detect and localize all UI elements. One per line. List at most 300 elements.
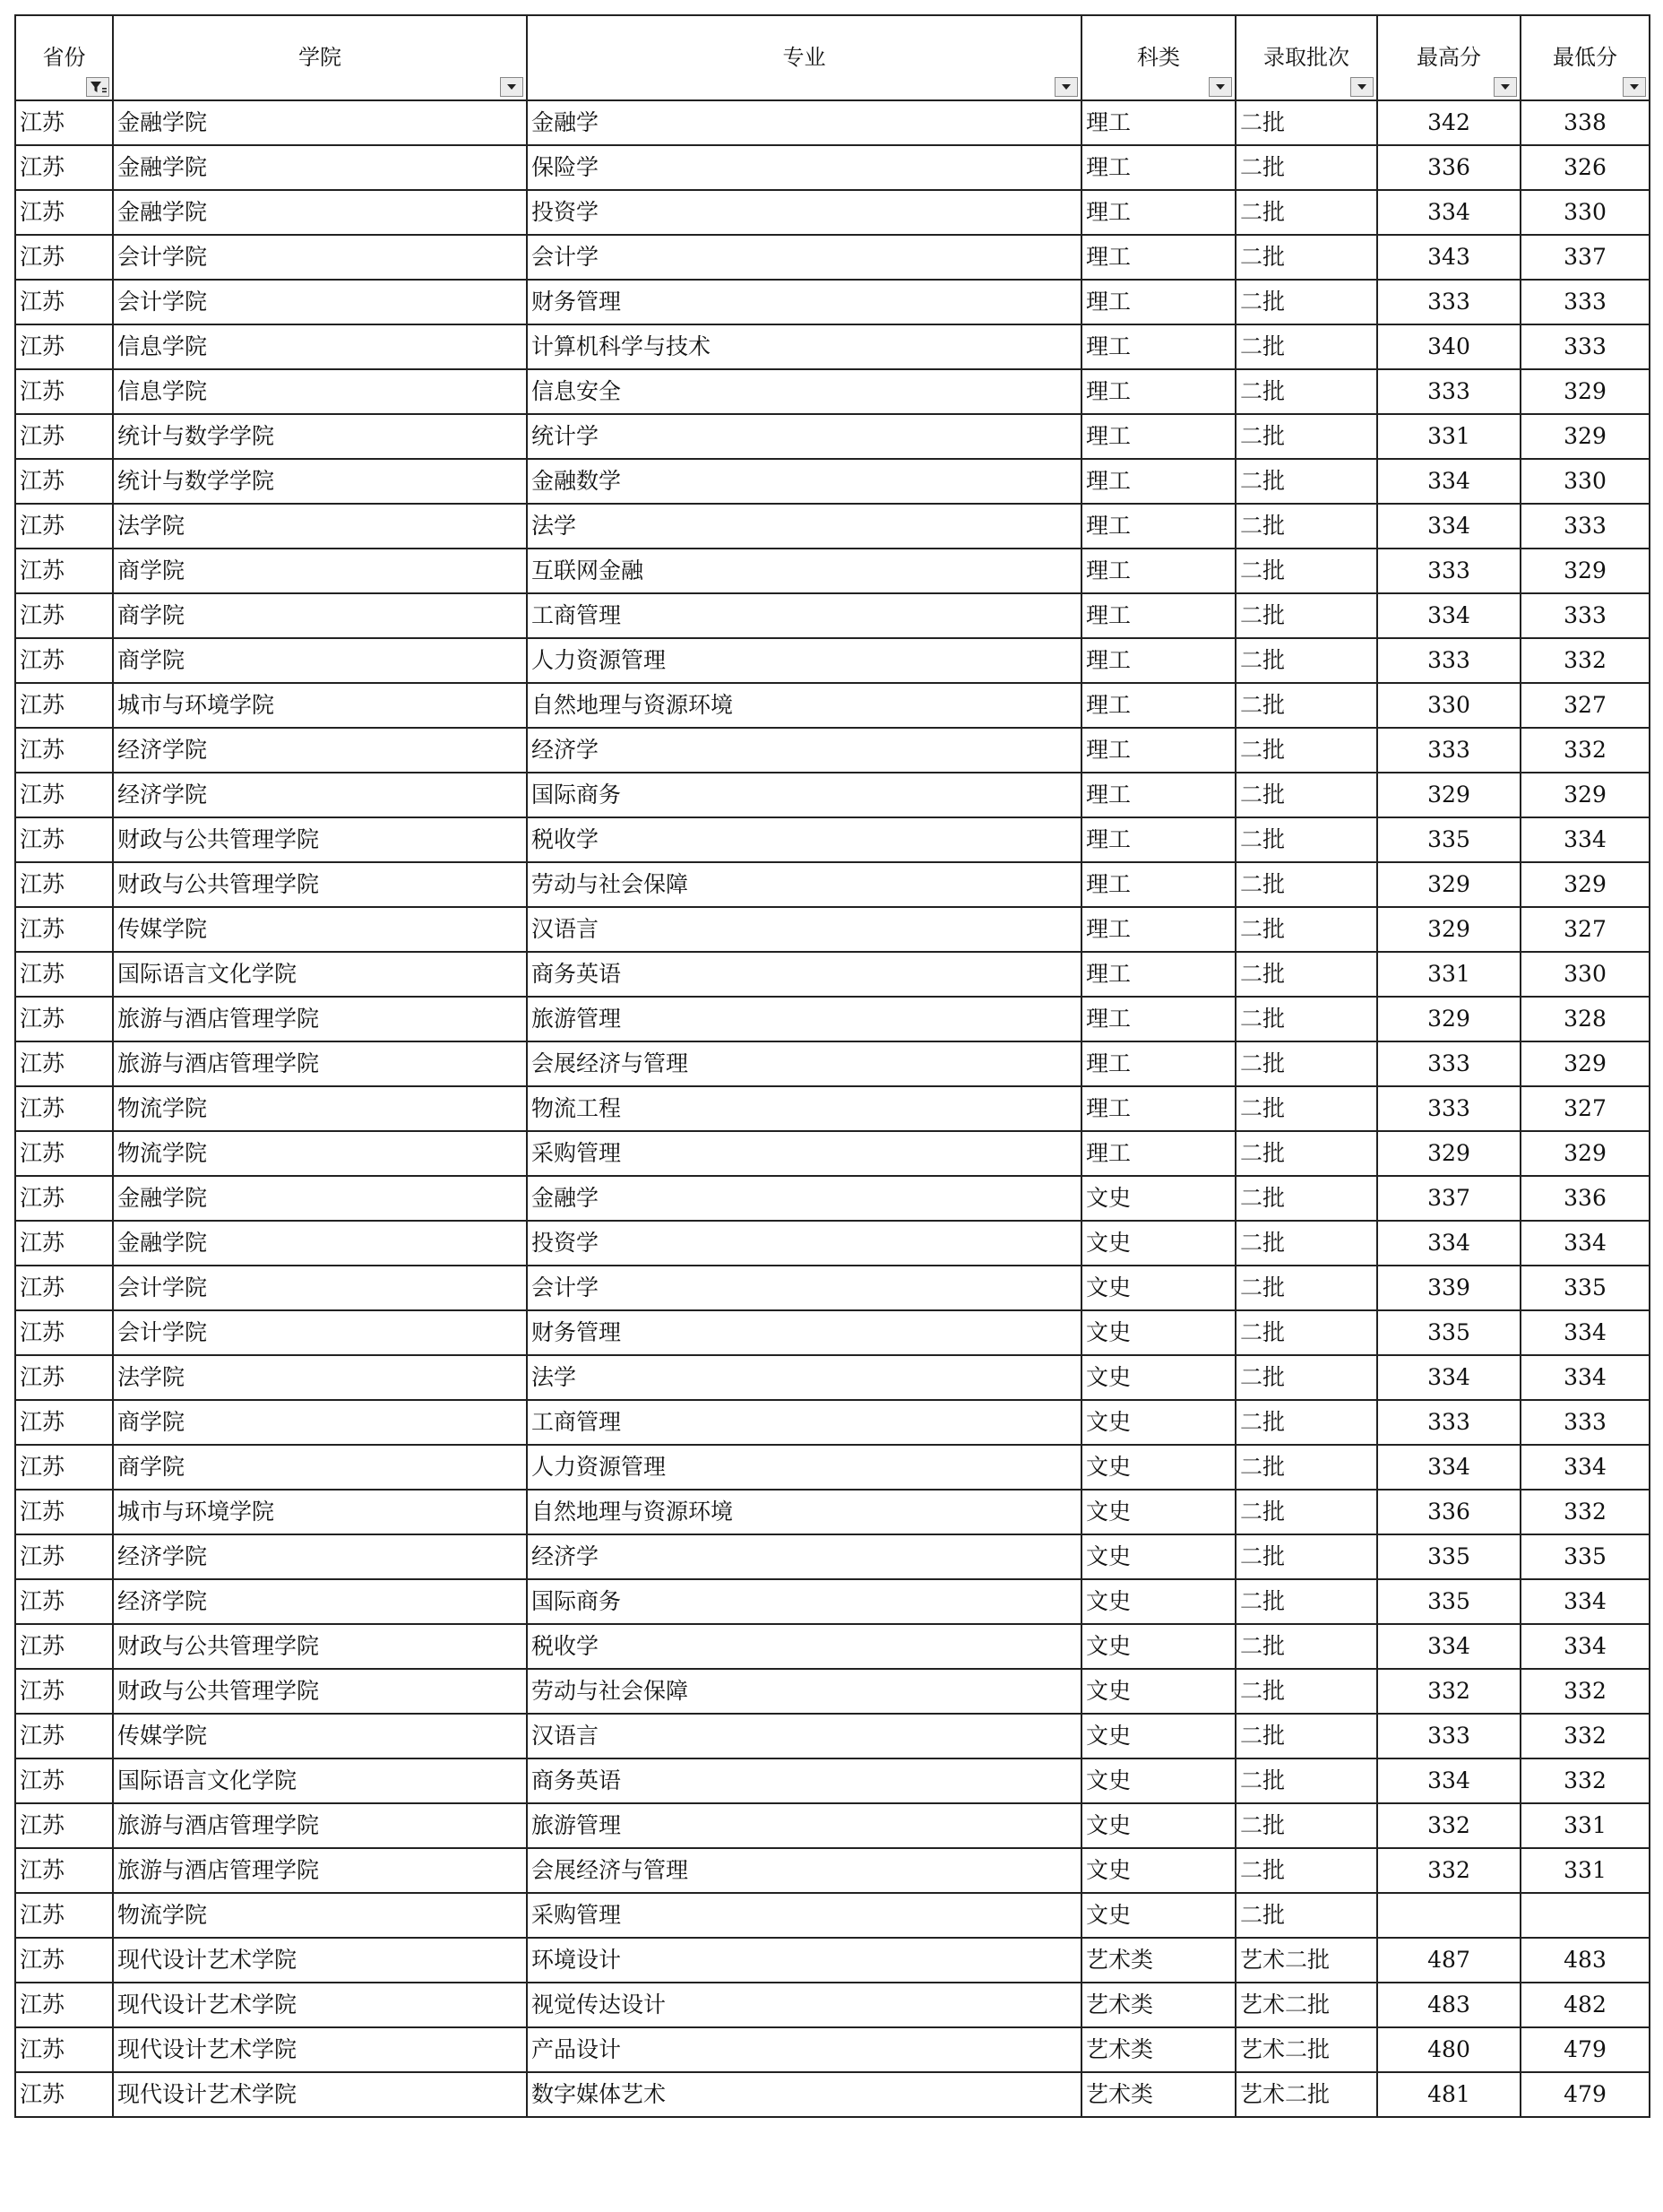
cell-province[interactable]: 江苏 bbox=[15, 638, 113, 683]
cell-batch[interactable]: 二批 bbox=[1236, 1041, 1377, 1086]
cell-major[interactable]: 法学 bbox=[527, 504, 1081, 549]
cell-batch[interactable]: 二批 bbox=[1236, 100, 1377, 145]
cell-min-score[interactable]: 329 bbox=[1521, 414, 1650, 459]
cell-category[interactable]: 文史 bbox=[1081, 1355, 1236, 1400]
cell-major[interactable]: 数字媒体艺术 bbox=[527, 2072, 1081, 2117]
cell-max-score[interactable]: 333 bbox=[1377, 728, 1521, 773]
cell-province[interactable]: 江苏 bbox=[15, 1983, 113, 2027]
cell-min-score[interactable]: 330 bbox=[1521, 459, 1650, 504]
cell-college[interactable]: 信息学院 bbox=[113, 369, 527, 414]
cell-max-score[interactable]: 333 bbox=[1377, 280, 1521, 324]
cell-min-score[interactable]: 327 bbox=[1521, 907, 1650, 952]
cell-college[interactable]: 国际语言文化学院 bbox=[113, 952, 527, 997]
cell-category[interactable]: 艺术类 bbox=[1081, 1983, 1236, 2027]
cell-max-score[interactable]: 329 bbox=[1377, 862, 1521, 907]
cell-major[interactable]: 金融数学 bbox=[527, 459, 1081, 504]
cell-college[interactable]: 物流学院 bbox=[113, 1893, 527, 1938]
cell-max-score[interactable]: 337 bbox=[1377, 1176, 1521, 1221]
cell-max-score[interactable]: 334 bbox=[1377, 1221, 1521, 1266]
dropdown-arrow-icon[interactable] bbox=[1623, 77, 1646, 97]
cell-major[interactable]: 自然地理与资源环境 bbox=[527, 1490, 1081, 1534]
cell-major[interactable]: 旅游管理 bbox=[527, 997, 1081, 1041]
cell-major[interactable]: 计算机科学与技术 bbox=[527, 324, 1081, 369]
cell-batch[interactable]: 二批 bbox=[1236, 1490, 1377, 1534]
cell-batch[interactable]: 二批 bbox=[1236, 952, 1377, 997]
cell-max-score[interactable]: 330 bbox=[1377, 683, 1521, 728]
cell-major[interactable]: 经济学 bbox=[527, 728, 1081, 773]
cell-batch[interactable]: 二批 bbox=[1236, 1400, 1377, 1445]
cell-max-score[interactable]: 329 bbox=[1377, 997, 1521, 1041]
cell-province[interactable]: 江苏 bbox=[15, 145, 113, 190]
cell-max-score[interactable]: 332 bbox=[1377, 1669, 1521, 1714]
cell-college[interactable]: 现代设计艺术学院 bbox=[113, 1938, 527, 1983]
cell-batch[interactable]: 二批 bbox=[1236, 414, 1377, 459]
cell-college[interactable]: 经济学院 bbox=[113, 728, 527, 773]
cell-major[interactable]: 物流工程 bbox=[527, 1086, 1081, 1131]
cell-min-score[interactable]: 327 bbox=[1521, 1086, 1650, 1131]
cell-max-score[interactable]: 481 bbox=[1377, 2072, 1521, 2117]
cell-batch[interactable]: 二批 bbox=[1236, 1310, 1377, 1355]
cell-max-score[interactable]: 331 bbox=[1377, 952, 1521, 997]
cell-max-score[interactable]: 334 bbox=[1377, 593, 1521, 638]
cell-max-score[interactable]: 333 bbox=[1377, 1041, 1521, 1086]
cell-major[interactable]: 工商管理 bbox=[527, 1400, 1081, 1445]
cell-batch[interactable]: 二批 bbox=[1236, 862, 1377, 907]
cell-college[interactable]: 金融学院 bbox=[113, 145, 527, 190]
cell-batch[interactable]: 二批 bbox=[1236, 773, 1377, 817]
cell-college[interactable]: 物流学院 bbox=[113, 1131, 527, 1176]
cell-college[interactable]: 商学院 bbox=[113, 638, 527, 683]
cell-min-score[interactable]: 333 bbox=[1521, 324, 1650, 369]
cell-province[interactable]: 江苏 bbox=[15, 190, 113, 235]
cell-min-score[interactable]: 333 bbox=[1521, 280, 1650, 324]
cell-min-score[interactable]: 332 bbox=[1521, 1758, 1650, 1803]
cell-batch[interactable]: 二批 bbox=[1236, 1355, 1377, 1400]
cell-batch[interactable]: 二批 bbox=[1236, 1445, 1377, 1490]
cell-province[interactable]: 江苏 bbox=[15, 1086, 113, 1131]
cell-max-score[interactable]: 483 bbox=[1377, 1983, 1521, 2027]
cell-major[interactable]: 投资学 bbox=[527, 1221, 1081, 1266]
cell-min-score[interactable]: 333 bbox=[1521, 593, 1650, 638]
cell-category[interactable]: 理工 bbox=[1081, 549, 1236, 593]
cell-min-score[interactable]: 332 bbox=[1521, 638, 1650, 683]
cell-category[interactable]: 理工 bbox=[1081, 817, 1236, 862]
cell-province[interactable]: 江苏 bbox=[15, 1221, 113, 1266]
cell-college[interactable]: 商学院 bbox=[113, 593, 527, 638]
cell-min-score[interactable]: 333 bbox=[1521, 504, 1650, 549]
cell-batch[interactable]: 二批 bbox=[1236, 1803, 1377, 1848]
cell-min-score[interactable]: 329 bbox=[1521, 1131, 1650, 1176]
cell-batch[interactable]: 二批 bbox=[1236, 1534, 1377, 1579]
cell-category[interactable]: 理工 bbox=[1081, 504, 1236, 549]
cell-province[interactable]: 江苏 bbox=[15, 2027, 113, 2072]
cell-category[interactable]: 理工 bbox=[1081, 862, 1236, 907]
cell-batch[interactable]: 二批 bbox=[1236, 907, 1377, 952]
cell-min-score[interactable]: 338 bbox=[1521, 100, 1650, 145]
cell-province[interactable]: 江苏 bbox=[15, 1041, 113, 1086]
cell-province[interactable]: 江苏 bbox=[15, 280, 113, 324]
cell-category[interactable]: 文史 bbox=[1081, 1534, 1236, 1579]
cell-category[interactable]: 文史 bbox=[1081, 1848, 1236, 1893]
cell-batch[interactable]: 二批 bbox=[1236, 728, 1377, 773]
cell-min-score[interactable]: 331 bbox=[1521, 1803, 1650, 1848]
cell-province[interactable]: 江苏 bbox=[15, 817, 113, 862]
cell-college[interactable]: 传媒学院 bbox=[113, 1714, 527, 1758]
cell-min-score[interactable]: 335 bbox=[1521, 1266, 1650, 1310]
cell-min-score[interactable]: 330 bbox=[1521, 190, 1650, 235]
cell-batch[interactable]: 二批 bbox=[1236, 504, 1377, 549]
cell-major[interactable]: 采购管理 bbox=[527, 1893, 1081, 1938]
cell-batch[interactable]: 二批 bbox=[1236, 459, 1377, 504]
cell-category[interactable]: 理工 bbox=[1081, 593, 1236, 638]
cell-province[interactable]: 江苏 bbox=[15, 1490, 113, 1534]
cell-batch[interactable]: 二批 bbox=[1236, 1893, 1377, 1938]
cell-category[interactable]: 理工 bbox=[1081, 683, 1236, 728]
cell-category[interactable]: 理工 bbox=[1081, 324, 1236, 369]
cell-min-score[interactable]: 327 bbox=[1521, 683, 1650, 728]
cell-college[interactable]: 财政与公共管理学院 bbox=[113, 817, 527, 862]
cell-major[interactable]: 汉语言 bbox=[527, 907, 1081, 952]
cell-max-score[interactable]: 334 bbox=[1377, 504, 1521, 549]
cell-category[interactable]: 理工 bbox=[1081, 728, 1236, 773]
cell-min-score[interactable]: 334 bbox=[1521, 1310, 1650, 1355]
cell-college[interactable]: 会计学院 bbox=[113, 1266, 527, 1310]
cell-province[interactable]: 江苏 bbox=[15, 549, 113, 593]
cell-category[interactable]: 理工 bbox=[1081, 369, 1236, 414]
cell-college[interactable]: 财政与公共管理学院 bbox=[113, 1624, 527, 1669]
cell-min-score[interactable]: 332 bbox=[1521, 728, 1650, 773]
cell-batch[interactable]: 二批 bbox=[1236, 190, 1377, 235]
cell-major[interactable]: 财务管理 bbox=[527, 1310, 1081, 1355]
cell-batch[interactable]: 二批 bbox=[1236, 549, 1377, 593]
cell-major[interactable]: 会计学 bbox=[527, 1266, 1081, 1310]
cell-max-score[interactable]: 487 bbox=[1377, 1938, 1521, 1983]
cell-college[interactable]: 经济学院 bbox=[113, 1534, 527, 1579]
cell-batch[interactable]: 二批 bbox=[1236, 145, 1377, 190]
cell-max-score[interactable]: 334 bbox=[1377, 1355, 1521, 1400]
cell-major[interactable]: 国际商务 bbox=[527, 773, 1081, 817]
cell-college[interactable]: 会计学院 bbox=[113, 1310, 527, 1355]
cell-category[interactable]: 文史 bbox=[1081, 1266, 1236, 1310]
cell-college[interactable]: 经济学院 bbox=[113, 773, 527, 817]
cell-max-score[interactable]: 335 bbox=[1377, 1534, 1521, 1579]
cell-college[interactable]: 商学院 bbox=[113, 549, 527, 593]
cell-category[interactable]: 理工 bbox=[1081, 773, 1236, 817]
cell-province[interactable]: 江苏 bbox=[15, 504, 113, 549]
cell-batch[interactable]: 二批 bbox=[1236, 235, 1377, 280]
cell-max-score[interactable]: 333 bbox=[1377, 1086, 1521, 1131]
cell-major[interactable]: 税收学 bbox=[527, 1624, 1081, 1669]
cell-province[interactable]: 江苏 bbox=[15, 1624, 113, 1669]
cell-min-score[interactable]: 336 bbox=[1521, 1176, 1650, 1221]
cell-major[interactable]: 法学 bbox=[527, 1355, 1081, 1400]
cell-batch[interactable]: 二批 bbox=[1236, 1848, 1377, 1893]
cell-college[interactable]: 商学院 bbox=[113, 1445, 527, 1490]
cell-max-score[interactable]: 332 bbox=[1377, 1848, 1521, 1893]
cell-province[interactable]: 江苏 bbox=[15, 1355, 113, 1400]
cell-college[interactable]: 传媒学院 bbox=[113, 907, 527, 952]
dropdown-arrow-icon[interactable] bbox=[500, 77, 523, 97]
cell-college[interactable]: 法学院 bbox=[113, 504, 527, 549]
cell-major[interactable]: 金融学 bbox=[527, 1176, 1081, 1221]
cell-batch[interactable]: 二批 bbox=[1236, 1131, 1377, 1176]
cell-category[interactable]: 理工 bbox=[1081, 280, 1236, 324]
cell-category[interactable]: 理工 bbox=[1081, 997, 1236, 1041]
cell-category[interactable]: 艺术类 bbox=[1081, 2027, 1236, 2072]
cell-province[interactable]: 江苏 bbox=[15, 997, 113, 1041]
cell-college[interactable]: 法学院 bbox=[113, 1355, 527, 1400]
cell-province[interactable]: 江苏 bbox=[15, 2072, 113, 2117]
dropdown-arrow-icon[interactable] bbox=[1055, 77, 1078, 97]
cell-batch[interactable]: 二批 bbox=[1236, 1714, 1377, 1758]
cell-max-score[interactable]: 336 bbox=[1377, 145, 1521, 190]
cell-college[interactable]: 财政与公共管理学院 bbox=[113, 862, 527, 907]
cell-category[interactable]: 文史 bbox=[1081, 1624, 1236, 1669]
cell-province[interactable]: 江苏 bbox=[15, 324, 113, 369]
cell-max-score[interactable]: 329 bbox=[1377, 1131, 1521, 1176]
cell-major[interactable]: 统计学 bbox=[527, 414, 1081, 459]
cell-category[interactable]: 理工 bbox=[1081, 145, 1236, 190]
cell-max-score[interactable]: 343 bbox=[1377, 235, 1521, 280]
cell-college[interactable]: 经济学院 bbox=[113, 1579, 527, 1624]
cell-min-score[interactable]: 331 bbox=[1521, 1848, 1650, 1893]
cell-college[interactable]: 统计与数学学院 bbox=[113, 459, 527, 504]
cell-college[interactable]: 金融学院 bbox=[113, 1176, 527, 1221]
cell-min-score[interactable]: 329 bbox=[1521, 773, 1650, 817]
cell-college[interactable]: 财政与公共管理学院 bbox=[113, 1669, 527, 1714]
cell-province[interactable]: 江苏 bbox=[15, 1579, 113, 1624]
cell-batch[interactable]: 二批 bbox=[1236, 280, 1377, 324]
cell-batch[interactable]: 二批 bbox=[1236, 593, 1377, 638]
cell-province[interactable]: 江苏 bbox=[15, 1266, 113, 1310]
cell-college[interactable]: 城市与环境学院 bbox=[113, 1490, 527, 1534]
cell-province[interactable]: 江苏 bbox=[15, 1131, 113, 1176]
cell-max-score[interactable]: 335 bbox=[1377, 1310, 1521, 1355]
cell-major[interactable]: 税收学 bbox=[527, 817, 1081, 862]
cell-max-score[interactable]: 342 bbox=[1377, 100, 1521, 145]
cell-major[interactable]: 工商管理 bbox=[527, 593, 1081, 638]
cell-category[interactable]: 理工 bbox=[1081, 952, 1236, 997]
cell-max-score[interactable]: 339 bbox=[1377, 1266, 1521, 1310]
cell-province[interactable]: 江苏 bbox=[15, 773, 113, 817]
cell-province[interactable]: 江苏 bbox=[15, 459, 113, 504]
cell-province[interactable]: 江苏 bbox=[15, 1803, 113, 1848]
cell-batch[interactable]: 艺术二批 bbox=[1236, 2027, 1377, 2072]
cell-college[interactable]: 商学院 bbox=[113, 1400, 527, 1445]
cell-batch[interactable]: 二批 bbox=[1236, 1669, 1377, 1714]
cell-category[interactable]: 理工 bbox=[1081, 459, 1236, 504]
cell-min-score[interactable]: 334 bbox=[1521, 1579, 1650, 1624]
cell-min-score[interactable]: 337 bbox=[1521, 235, 1650, 280]
cell-major[interactable]: 信息安全 bbox=[527, 369, 1081, 414]
cell-max-score[interactable]: 340 bbox=[1377, 324, 1521, 369]
cell-max-score[interactable]: 329 bbox=[1377, 907, 1521, 952]
cell-min-score[interactable]: 479 bbox=[1521, 2027, 1650, 2072]
cell-major[interactable]: 旅游管理 bbox=[527, 1803, 1081, 1848]
cell-batch[interactable]: 二批 bbox=[1236, 1086, 1377, 1131]
cell-province[interactable]: 江苏 bbox=[15, 1534, 113, 1579]
cell-category[interactable]: 理工 bbox=[1081, 100, 1236, 145]
cell-max-score[interactable]: 480 bbox=[1377, 2027, 1521, 2072]
cell-college[interactable]: 会计学院 bbox=[113, 280, 527, 324]
cell-college[interactable]: 现代设计艺术学院 bbox=[113, 2027, 527, 2072]
cell-max-score[interactable]: 334 bbox=[1377, 1758, 1521, 1803]
cell-province[interactable]: 江苏 bbox=[15, 100, 113, 145]
cell-major[interactable]: 会计学 bbox=[527, 235, 1081, 280]
cell-batch[interactable]: 二批 bbox=[1236, 1624, 1377, 1669]
cell-major[interactable]: 产品设计 bbox=[527, 2027, 1081, 2072]
cell-min-score[interactable]: 335 bbox=[1521, 1534, 1650, 1579]
cell-category[interactable]: 文史 bbox=[1081, 1758, 1236, 1803]
cell-max-score[interactable]: 333 bbox=[1377, 1714, 1521, 1758]
cell-major[interactable]: 金融学 bbox=[527, 100, 1081, 145]
cell-major[interactable]: 财务管理 bbox=[527, 280, 1081, 324]
cell-college[interactable]: 旅游与酒店管理学院 bbox=[113, 1848, 527, 1893]
cell-min-score[interactable] bbox=[1521, 1893, 1650, 1938]
cell-major[interactable]: 劳动与社会保障 bbox=[527, 862, 1081, 907]
cell-max-score[interactable]: 336 bbox=[1377, 1490, 1521, 1534]
cell-major[interactable]: 会展经济与管理 bbox=[527, 1848, 1081, 1893]
cell-category[interactable]: 文史 bbox=[1081, 1400, 1236, 1445]
cell-min-score[interactable]: 330 bbox=[1521, 952, 1650, 997]
cell-max-score[interactable]: 331 bbox=[1377, 414, 1521, 459]
cell-major[interactable]: 经济学 bbox=[527, 1534, 1081, 1579]
cell-batch[interactable]: 二批 bbox=[1236, 817, 1377, 862]
cell-max-score[interactable]: 334 bbox=[1377, 459, 1521, 504]
cell-category[interactable]: 文史 bbox=[1081, 1445, 1236, 1490]
cell-min-score[interactable]: 332 bbox=[1521, 1669, 1650, 1714]
dropdown-arrow-icon[interactable] bbox=[1350, 77, 1374, 97]
cell-province[interactable]: 江苏 bbox=[15, 862, 113, 907]
cell-min-score[interactable]: 334 bbox=[1521, 817, 1650, 862]
cell-min-score[interactable]: 334 bbox=[1521, 1355, 1650, 1400]
cell-category[interactable]: 文史 bbox=[1081, 1893, 1236, 1938]
cell-max-score[interactable]: 333 bbox=[1377, 369, 1521, 414]
cell-province[interactable]: 江苏 bbox=[15, 1758, 113, 1803]
cell-province[interactable]: 江苏 bbox=[15, 369, 113, 414]
cell-province[interactable]: 江苏 bbox=[15, 952, 113, 997]
cell-min-score[interactable]: 479 bbox=[1521, 2072, 1650, 2117]
cell-college[interactable]: 金融学院 bbox=[113, 1221, 527, 1266]
cell-category[interactable]: 艺术类 bbox=[1081, 2072, 1236, 2117]
cell-batch[interactable]: 二批 bbox=[1236, 638, 1377, 683]
cell-max-score[interactable] bbox=[1377, 1893, 1521, 1938]
cell-major[interactable]: 人力资源管理 bbox=[527, 1445, 1081, 1490]
cell-max-score[interactable]: 333 bbox=[1377, 638, 1521, 683]
dropdown-arrow-icon[interactable] bbox=[1209, 77, 1232, 97]
cell-province[interactable]: 江苏 bbox=[15, 1310, 113, 1355]
dropdown-arrow-icon[interactable] bbox=[1494, 77, 1517, 97]
cell-province[interactable]: 江苏 bbox=[15, 728, 113, 773]
cell-college[interactable]: 国际语言文化学院 bbox=[113, 1758, 527, 1803]
cell-college[interactable]: 统计与数学学院 bbox=[113, 414, 527, 459]
cell-college[interactable]: 金融学院 bbox=[113, 190, 527, 235]
cell-batch[interactable]: 二批 bbox=[1236, 683, 1377, 728]
cell-max-score[interactable]: 335 bbox=[1377, 1579, 1521, 1624]
cell-min-score[interactable]: 332 bbox=[1521, 1714, 1650, 1758]
cell-college[interactable]: 旅游与酒店管理学院 bbox=[113, 997, 527, 1041]
cell-category[interactable]: 文史 bbox=[1081, 1176, 1236, 1221]
cell-major[interactable]: 劳动与社会保障 bbox=[527, 1669, 1081, 1714]
cell-province[interactable]: 江苏 bbox=[15, 1176, 113, 1221]
cell-batch[interactable]: 二批 bbox=[1236, 997, 1377, 1041]
cell-max-score[interactable]: 335 bbox=[1377, 817, 1521, 862]
cell-batch[interactable]: 二批 bbox=[1236, 1221, 1377, 1266]
cell-max-score[interactable]: 333 bbox=[1377, 549, 1521, 593]
cell-province[interactable]: 江苏 bbox=[15, 683, 113, 728]
cell-batch[interactable]: 艺术二批 bbox=[1236, 1983, 1377, 2027]
cell-min-score[interactable]: 334 bbox=[1521, 1221, 1650, 1266]
cell-college[interactable]: 金融学院 bbox=[113, 100, 527, 145]
cell-min-score[interactable]: 329 bbox=[1521, 369, 1650, 414]
cell-category[interactable]: 文史 bbox=[1081, 1669, 1236, 1714]
cell-batch[interactable]: 二批 bbox=[1236, 1758, 1377, 1803]
cell-college[interactable]: 会计学院 bbox=[113, 235, 527, 280]
cell-major[interactable]: 采购管理 bbox=[527, 1131, 1081, 1176]
cell-min-score[interactable]: 334 bbox=[1521, 1445, 1650, 1490]
filter-funnel-icon[interactable] bbox=[86, 77, 109, 97]
cell-province[interactable]: 江苏 bbox=[15, 1938, 113, 1983]
cell-min-score[interactable]: 326 bbox=[1521, 145, 1650, 190]
cell-min-score[interactable]: 328 bbox=[1521, 997, 1650, 1041]
cell-min-score[interactable]: 482 bbox=[1521, 1983, 1650, 2027]
cell-batch[interactable]: 艺术二批 bbox=[1236, 1938, 1377, 1983]
cell-category[interactable]: 文史 bbox=[1081, 1803, 1236, 1848]
cell-category[interactable]: 艺术类 bbox=[1081, 1938, 1236, 1983]
cell-college[interactable]: 旅游与酒店管理学院 bbox=[113, 1041, 527, 1086]
cell-category[interactable]: 文史 bbox=[1081, 1579, 1236, 1624]
cell-province[interactable]: 江苏 bbox=[15, 1400, 113, 1445]
cell-min-score[interactable]: 483 bbox=[1521, 1938, 1650, 1983]
cell-category[interactable]: 理工 bbox=[1081, 638, 1236, 683]
cell-major[interactable]: 投资学 bbox=[527, 190, 1081, 235]
cell-batch[interactable]: 二批 bbox=[1236, 369, 1377, 414]
cell-college[interactable]: 信息学院 bbox=[113, 324, 527, 369]
cell-province[interactable]: 江苏 bbox=[15, 1445, 113, 1490]
cell-max-score[interactable]: 332 bbox=[1377, 1803, 1521, 1848]
cell-major[interactable]: 商务英语 bbox=[527, 952, 1081, 997]
cell-min-score[interactable]: 329 bbox=[1521, 862, 1650, 907]
cell-batch[interactable]: 二批 bbox=[1236, 1579, 1377, 1624]
cell-major[interactable]: 商务英语 bbox=[527, 1758, 1081, 1803]
cell-major[interactable]: 环境设计 bbox=[527, 1938, 1081, 1983]
cell-category[interactable]: 理工 bbox=[1081, 414, 1236, 459]
cell-category[interactable]: 文史 bbox=[1081, 1221, 1236, 1266]
cell-max-score[interactable]: 329 bbox=[1377, 773, 1521, 817]
cell-min-score[interactable]: 329 bbox=[1521, 1041, 1650, 1086]
cell-major[interactable]: 视觉传达设计 bbox=[527, 1983, 1081, 2027]
cell-province[interactable]: 江苏 bbox=[15, 1714, 113, 1758]
cell-college[interactable]: 现代设计艺术学院 bbox=[113, 1983, 527, 2027]
cell-province[interactable]: 江苏 bbox=[15, 1669, 113, 1714]
cell-category[interactable]: 理工 bbox=[1081, 1131, 1236, 1176]
cell-major[interactable]: 互联网金融 bbox=[527, 549, 1081, 593]
cell-category[interactable]: 文史 bbox=[1081, 1714, 1236, 1758]
cell-province[interactable]: 江苏 bbox=[15, 414, 113, 459]
cell-major[interactable]: 自然地理与资源环境 bbox=[527, 683, 1081, 728]
cell-category[interactable]: 理工 bbox=[1081, 1041, 1236, 1086]
cell-min-score[interactable]: 333 bbox=[1521, 1400, 1650, 1445]
cell-major[interactable]: 保险学 bbox=[527, 145, 1081, 190]
cell-major[interactable]: 国际商务 bbox=[527, 1579, 1081, 1624]
cell-province[interactable]: 江苏 bbox=[15, 593, 113, 638]
cell-province[interactable]: 江苏 bbox=[15, 1893, 113, 1938]
cell-min-score[interactable]: 334 bbox=[1521, 1624, 1650, 1669]
cell-max-score[interactable]: 333 bbox=[1377, 1400, 1521, 1445]
cell-batch[interactable]: 二批 bbox=[1236, 1176, 1377, 1221]
cell-major[interactable]: 汉语言 bbox=[527, 1714, 1081, 1758]
cell-category[interactable]: 理工 bbox=[1081, 907, 1236, 952]
